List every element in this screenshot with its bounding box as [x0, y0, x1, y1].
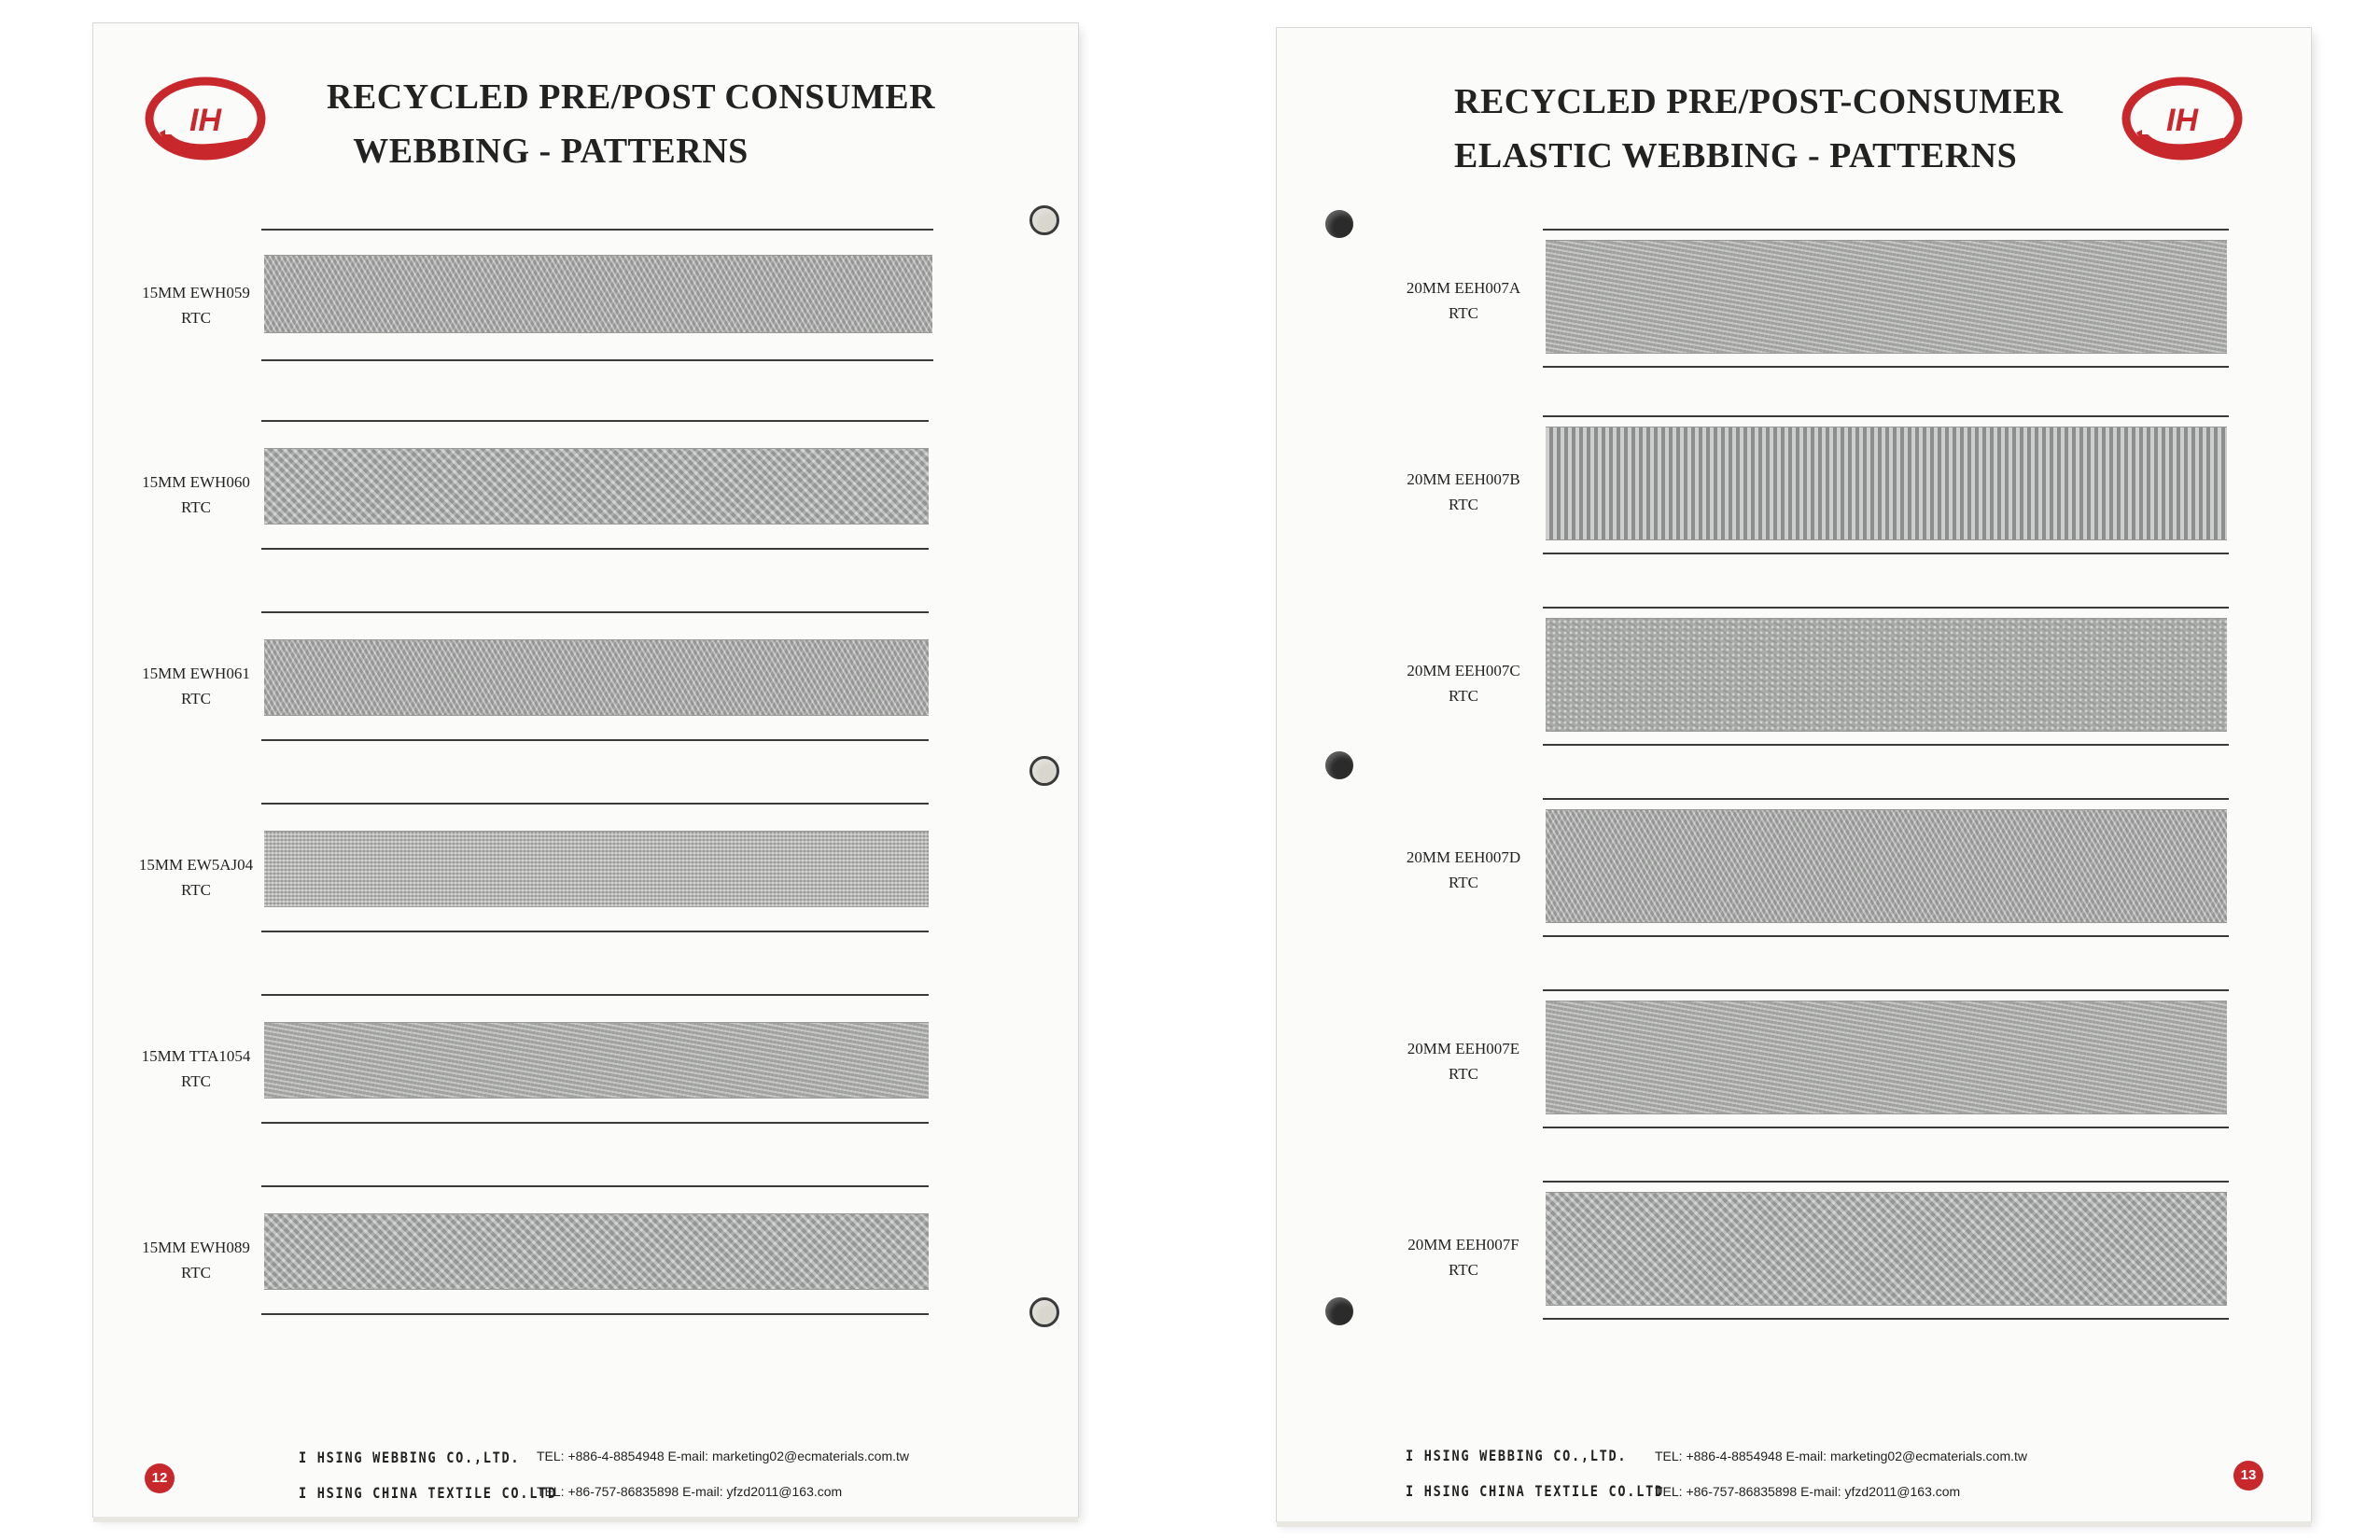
sample-label	[1389, 1232, 1538, 1282]
elastic-swatch	[1546, 240, 2227, 354]
sample-code: 20MM EEH007F	[1407, 1236, 1519, 1253]
elastic-swatch	[1546, 1001, 2227, 1114]
elastic-swatch	[1546, 618, 2227, 732]
elastic-swatch	[1546, 809, 2227, 923]
sample-label	[121, 1235, 271, 1285]
page-title-line2: ELASTIC WEBBING - PATTERNS	[1454, 136, 2018, 175]
elastic-swatch	[1546, 1192, 2227, 1306]
webbing-swatch	[264, 831, 929, 907]
contact-line-2: TEL: +86-757-86835898 E-mail: yfzd2011@163.com	[1655, 1484, 1961, 1499]
binder-hole	[1325, 210, 1353, 238]
sample-suffix: RTC	[1448, 874, 1479, 891]
webbing-swatch	[264, 448, 929, 525]
sample-label	[121, 1043, 271, 1094]
sample-label	[1389, 467, 1538, 517]
sample-code: 20MM EEH007C	[1407, 662, 1520, 679]
binder-hole	[1029, 205, 1059, 235]
page-title-line1: RECYCLED PRE/POST-CONSUMER	[1454, 82, 2064, 121]
catalog-page-right	[1277, 28, 2311, 1521]
company-name-1: I HSING WEBBING CO.,LTD.	[299, 1449, 521, 1466]
webbing-swatch	[264, 1022, 929, 1099]
sample-suffix: RTC	[180, 498, 212, 516]
binder-hole	[1029, 1297, 1059, 1327]
sample-suffix: RTC	[1448, 687, 1479, 705]
ih-logo	[145, 75, 266, 163]
sample-label	[121, 469, 271, 520]
webbing-swatch	[264, 639, 929, 716]
company-name-2: I HSING CHINA TEXTILE CO.LTD	[299, 1484, 557, 1502]
sample-suffix: RTC	[180, 1264, 212, 1281]
sample-label	[1389, 275, 1538, 326]
webbing-swatch	[264, 255, 932, 333]
sample-label	[1389, 658, 1538, 708]
sample-code: 15MM EWH059	[142, 284, 250, 301]
page-number-badge: 12	[145, 1463, 175, 1493]
sample-suffix: RTC	[180, 309, 212, 327]
svg-text:IH: IH	[2166, 103, 2198, 138]
contact-line-1: TEL: +886-4-8854948 E-mail: marketing02@ecmaterials.com.tw	[537, 1449, 909, 1463]
page-number-badge: 13	[2233, 1461, 2263, 1491]
sample-label	[1389, 1036, 1538, 1086]
webbing-swatch	[264, 1213, 929, 1290]
page-title-line1: RECYCLED PRE/POST CONSUMER	[327, 77, 936, 117]
sample-code: 15MM EWH089	[142, 1239, 250, 1256]
sample-suffix: RTC	[1448, 1065, 1479, 1083]
sample-suffix: RTC	[1448, 1261, 1479, 1279]
binder-hole	[1325, 1297, 1353, 1325]
sample-code: 20MM EEH007D	[1406, 848, 1521, 866]
elastic-swatch	[1546, 427, 2227, 540]
sample-suffix: RTC	[1448, 496, 1479, 513]
sample-label	[121, 852, 271, 903]
svg-text:IH: IH	[189, 103, 221, 138]
binder-hole	[1029, 756, 1059, 786]
sample-code: 15MM EW5AJ04	[138, 856, 254, 874]
company-name-2: I HSING CHINA TEXTILE CO.LTD	[1406, 1482, 1664, 1500]
sample-code: 20MM EEH007B	[1407, 470, 1520, 488]
sample-label	[1389, 845, 1538, 895]
sample-suffix: RTC	[180, 690, 212, 707]
contact-line-2: TEL: +86-757-86835898 E-mail: yfzd2011@163.com	[537, 1484, 843, 1499]
ih-logo	[2121, 75, 2243, 163]
binder-hole	[1325, 751, 1353, 779]
page-title-line2: WEBBING - PATTERNS	[353, 132, 749, 171]
company-name-1: I HSING WEBBING CO.,LTD.	[1406, 1447, 1628, 1464]
sample-suffix: RTC	[180, 1072, 212, 1090]
sample-suffix: RTC	[180, 881, 212, 899]
catalog-page-left	[93, 23, 1078, 1517]
sample-code: 20MM EEH007A	[1406, 279, 1521, 297]
sample-label	[121, 661, 271, 711]
sample-code: 15MM EWH060	[142, 473, 250, 491]
sample-code: 15MM EWH061	[142, 665, 250, 682]
sample-label	[121, 280, 271, 330]
sample-code: 15MM TTA1054	[141, 1047, 251, 1065]
sample-code: 20MM EEH007E	[1407, 1040, 1520, 1057]
sample-suffix: RTC	[1448, 304, 1479, 322]
contact-line-1: TEL: +886-4-8854948 E-mail: marketing02@ecmaterials.com.tw	[1655, 1449, 2027, 1463]
